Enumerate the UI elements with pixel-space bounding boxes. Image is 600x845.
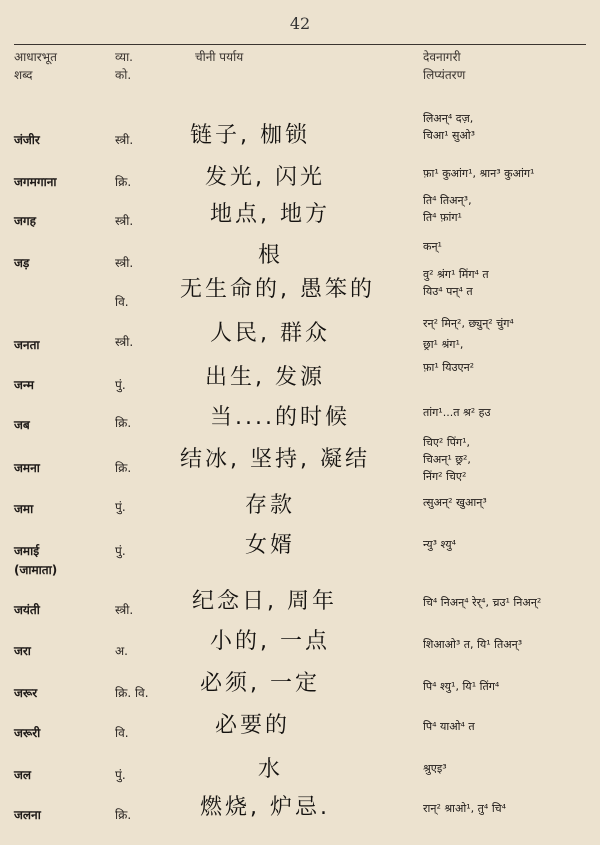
entry-chinese: 地点, 地方 [210, 202, 330, 227]
header-base-word [14, 48, 57, 84]
header-translit-line1: देवनागरी [423, 50, 461, 64]
entry-word: जलना [14, 808, 41, 822]
entry-grammar: स्त्री. [115, 335, 134, 349]
entry-chinese: 结冰, 坚持, 凝结 [180, 447, 370, 472]
header-rule [14, 44, 586, 45]
entry-word [14, 542, 57, 578]
entry-translit [423, 165, 534, 182]
translit-line: फ़ा¹ यिउएन² [423, 361, 475, 374]
entry-word: जड़ [14, 256, 30, 270]
entry-grammar: स्त्री. [115, 133, 134, 147]
translit-line: चि⁴ निअन्⁴ रेर्⁴, च्रउ¹ निअन्² [423, 596, 542, 609]
entry-word-line1: जमाई [14, 544, 40, 558]
entry-grammar: पुं. [115, 544, 126, 558]
translit-line: रान्² श्राओ¹, तु⁴ चि⁴ [423, 802, 507, 815]
entry-translit [423, 192, 472, 226]
entry-word: जब [14, 418, 30, 432]
entry-grammar: अ. [115, 644, 128, 658]
page-number: 42 [289, 14, 311, 33]
entry-translit [423, 678, 499, 695]
entry-chinese: 纪念日, 周年 [192, 589, 337, 614]
translit-line: ति⁴ तिअन्³, [423, 194, 472, 207]
entry-grammar: स्त्री. [115, 214, 134, 228]
header-base-word-line1: आधारभूत [14, 50, 57, 64]
entry-chinese: 必要的 [215, 713, 291, 738]
entry-grammar: क्रि. [115, 461, 132, 475]
entry-word: जमना [14, 461, 40, 475]
entry-grammar: पुं. [115, 768, 126, 782]
translit-line: फ़ा¹ कुआंग¹, श्रान³ कुआंग¹ [423, 167, 535, 180]
entry-word-line2: (जामाता) [14, 563, 58, 577]
entry-translit [423, 110, 475, 144]
entry-translit [423, 718, 475, 735]
entry-word: जगमगाना [14, 175, 57, 189]
entry-translit [423, 434, 471, 485]
header-grammar-line1: व्या. [115, 50, 133, 64]
entry-translit [423, 800, 506, 817]
entry-word: जंजीर [14, 133, 40, 147]
entry-chinese: 发光, 闪光 [205, 165, 325, 190]
translit-line: यिउ⁴ पन्⁴ त [423, 285, 473, 298]
entry-chinese: 水 [258, 757, 284, 782]
entry-grammar: क्रि. वि. [115, 686, 149, 700]
entry-chinese: 燃烧, 炉忌. [200, 795, 330, 820]
entry-chinese: 存款 [245, 493, 296, 518]
translit-line: श्रुएइ³ [423, 762, 447, 775]
entry-translit [423, 315, 514, 353]
translit-line: चिअन्¹ छ्र², [423, 453, 471, 466]
translit-line: वु² श्रंग¹ मिंग⁴ त [423, 268, 489, 281]
entry-word: जन्म [14, 378, 34, 392]
entry-word: जयंती [14, 603, 40, 617]
entry-grammar: क्रि. [115, 808, 132, 822]
translit-line: लिअन्⁴ दज़, [423, 112, 474, 125]
translit-line: चिए² पिंग¹, [423, 436, 471, 449]
translit-line: त्सुअन्² खुआन्³ [423, 496, 487, 509]
entry-translit [423, 359, 474, 376]
entry-translit [423, 536, 456, 553]
entry-chinese: 小的, 一点 [210, 629, 330, 654]
entry-chinese: 根 [258, 243, 284, 268]
entry-word: जल [14, 768, 32, 782]
translit-line: ति⁴ फ़ांग¹ [423, 211, 462, 224]
entry-chinese: 当....的时候 [210, 405, 350, 430]
entry-grammar: स्त्री. [115, 603, 134, 617]
translit-line: पि⁴ श्यु¹, यि¹ तिंग⁴ [423, 680, 500, 693]
entry-word: जमा [14, 502, 34, 516]
header-base-word-line2: शब्द [14, 68, 33, 82]
entry-word: जरा [14, 644, 31, 658]
translit-line: कन्¹ [423, 240, 442, 253]
translit-line: निंग² चिए² [423, 470, 467, 483]
entry-chinese: 链子, 枷锁 [190, 123, 310, 148]
entry-chinese: 无生命的, 愚笨的 [180, 277, 375, 302]
entry-translit [423, 404, 491, 421]
translit-line: चिआ¹ सुओ³ [423, 129, 476, 142]
header-chinese: चीनी पर्याय [195, 50, 244, 64]
entry-grammar: क्रि. [115, 416, 132, 430]
entry-grammar: पुं. [115, 378, 126, 392]
header-translit-line2: लिप्यंतरण [423, 68, 466, 82]
header-transliteration [423, 48, 465, 84]
entry-chinese: 必须, 一定 [200, 671, 320, 696]
entry-chinese: 人民, 群众 [210, 321, 330, 346]
entry-grammar: वि. [115, 726, 129, 740]
entry-grammar: वि. [115, 295, 129, 309]
entry-translit [423, 494, 487, 511]
entry-translit [423, 594, 541, 611]
translit-line: तांग¹...त श्र² हउ [423, 406, 491, 419]
entry-translit [423, 636, 522, 653]
entry-word: जरूरी [14, 726, 41, 740]
entry-translit [423, 238, 442, 255]
header-grammar-line2: को. [115, 68, 132, 82]
translit-line: रन्² मिन्², छ्युन्² चुंग⁴ [423, 317, 514, 330]
translit-line: शिआओ³ त, यि¹ तिअन्³ [423, 638, 523, 651]
entry-word: जगह [14, 214, 37, 228]
entry-chinese: 女婿 [245, 533, 296, 558]
translit-line: छ्रा¹ श्रंग¹, [423, 338, 464, 351]
translit-line: पि⁴ याओ⁴ त [423, 720, 475, 733]
entry-grammar: स्त्री. [115, 256, 134, 270]
entry-grammar: पुं. [115, 500, 126, 514]
entry-translit [423, 266, 489, 300]
entry-grammar: क्रि. [115, 175, 132, 189]
entry-word: जनता [14, 338, 40, 352]
entry-chinese: 出生, 发源 [205, 365, 325, 390]
translit-line: न्यु³ श्यु⁴ [423, 538, 456, 551]
entry-translit [423, 760, 447, 777]
entry-word: जरूर [14, 686, 38, 700]
header-grammar [115, 48, 133, 84]
